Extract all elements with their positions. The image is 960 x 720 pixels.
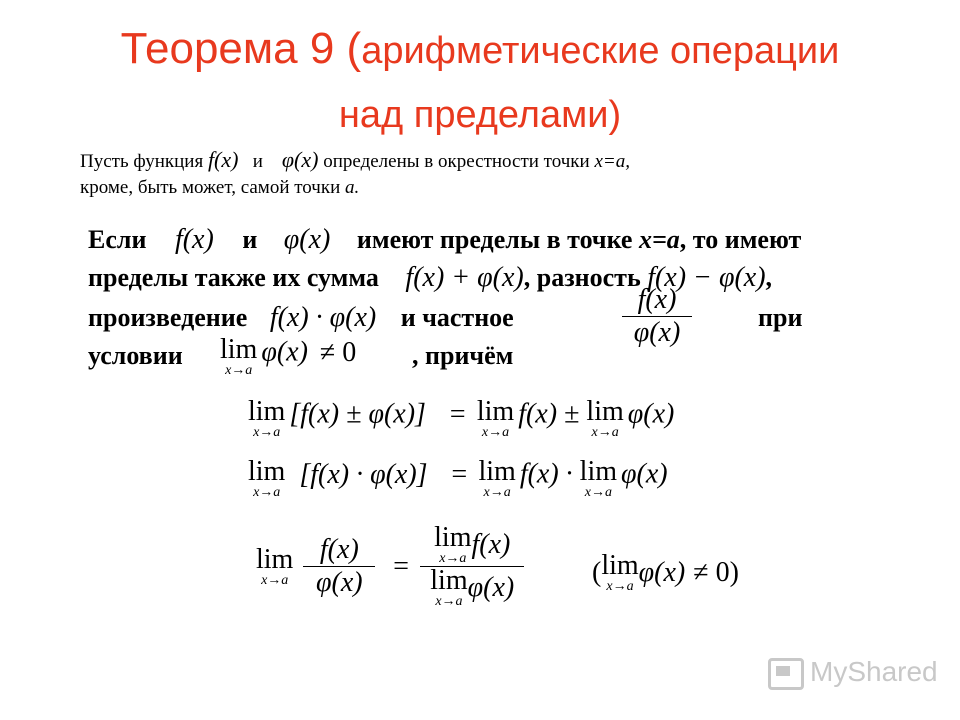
equals-sign: = [447, 398, 467, 430]
formula-sum [248, 398, 674, 440]
formula-sum-left: [f(x) ± φ(x)] [289, 398, 426, 430]
condition-text2: определены в окрестности точки [323, 151, 590, 172]
math-phi: φ(x) [283, 224, 331, 255]
quotient-right-denominator: φ(x) [467, 572, 515, 603]
slide-title-line2 [0, 86, 960, 142]
title-line2: над пределами) [338, 94, 622, 136]
statement-product: произведение [88, 303, 248, 332]
formula-product-right-f: f(x) · [519, 458, 580, 490]
statement-condition: условии [88, 341, 183, 370]
statement-then: , то имеют [679, 225, 802, 254]
watermark [768, 656, 938, 690]
quotient-numerator: f(x) [637, 284, 677, 315]
quotient-condition [592, 552, 739, 594]
statement-line4 [88, 336, 183, 376]
statement-xa: x=a [638, 225, 680, 254]
statement-line3 [88, 298, 514, 338]
condition-phi: φ(x) [638, 557, 686, 588]
lim-word: lim [430, 565, 468, 596]
lim-word: lim [476, 396, 515, 427]
quotient-right-numerator: f(x) [471, 529, 511, 560]
statement-quotient: и частное [400, 303, 514, 332]
math-f: f(x) [174, 224, 214, 255]
lim-sub: x→a [606, 579, 634, 594]
condition-text1: Пусть функция [80, 151, 204, 172]
condition-point-a: a. [345, 177, 360, 198]
lim-sub: x→a [584, 485, 612, 500]
condition-phi-expr: φ(x) [261, 336, 308, 368]
lim-word: lim [220, 334, 258, 365]
presentation-icon [768, 658, 804, 690]
lim-word: lim [579, 456, 618, 487]
condition-phi: φ(x) [281, 147, 319, 172]
title-line1-rest: арифметические операции [361, 30, 840, 72]
statement-also: пределы также их сумма [88, 263, 379, 292]
condition-neq-zero: ≠ 0 [319, 336, 357, 368]
lim-sub: x→a [439, 551, 467, 566]
formula-sum-right-f: f(x) ± [518, 398, 587, 430]
statement-when: при [758, 303, 803, 332]
condition-point: x=a, [594, 151, 630, 172]
statement-if: Если [88, 225, 147, 254]
slide-title [0, 22, 960, 78]
condition-line2 [80, 174, 359, 202]
statement-comma: , [765, 263, 773, 292]
lim-word: lim [248, 396, 286, 427]
lim-sub: x→a [253, 485, 281, 500]
lim-sub: x→a [261, 572, 289, 588]
formula-product-left: [f(x) · φ(x)] [299, 458, 428, 490]
lim-word: lim [478, 456, 516, 487]
lim-sub: x→a [591, 425, 619, 440]
condition-and: и [252, 151, 263, 172]
lim-word: lim [248, 456, 286, 487]
statement-has-limits: имеют пределы в точке [356, 225, 633, 254]
lim-sub: x→a [435, 594, 463, 609]
lim-sub: x→a [225, 363, 253, 378]
formula-quotient [256, 524, 524, 609]
statement-difference: , разность [523, 263, 641, 292]
statement-moreover: , причём [412, 341, 514, 370]
quotient-denominator: φ(x) [633, 317, 681, 348]
quotient-fraction [622, 284, 692, 349]
lim-word: lim [256, 543, 294, 575]
watermark-text: MyShared [810, 656, 938, 687]
condition-line1 [80, 146, 630, 176]
lim-sub: x→a [483, 485, 511, 500]
lim-word: lim [586, 396, 624, 427]
formula-sum-right-phi: φ(x) [627, 398, 675, 430]
formula-product [248, 458, 668, 500]
math-product: f(x) · φ(x) [269, 302, 377, 333]
condition-text3: кроме, быть может, самой точки [80, 177, 341, 198]
condition-f: f(x) [207, 147, 239, 172]
math-sum: f(x) + φ(x) [405, 262, 524, 293]
nonzero-condition [220, 336, 356, 378]
formula-product-right-phi: φ(x) [621, 458, 668, 490]
statement-line1 [88, 220, 801, 260]
quotient-left-denominator: φ(x) [316, 567, 363, 598]
title-line1-main: Теорема 9 ( [120, 24, 362, 73]
condition-close: ≠ 0) [693, 557, 739, 588]
equals-sign: = [391, 550, 411, 582]
equals-sign: = [449, 458, 469, 490]
lim-word: lim [601, 550, 639, 581]
lim-sub: x→a [481, 425, 510, 440]
quotient-left-numerator: f(x) [319, 534, 359, 565]
statement-and: и [242, 225, 258, 254]
math-diff: f(x) − φ(x) [647, 262, 766, 293]
condition-open-paren: ( [592, 557, 602, 588]
lim-word: lim [434, 522, 472, 553]
lim-sub: x→a [253, 425, 281, 440]
